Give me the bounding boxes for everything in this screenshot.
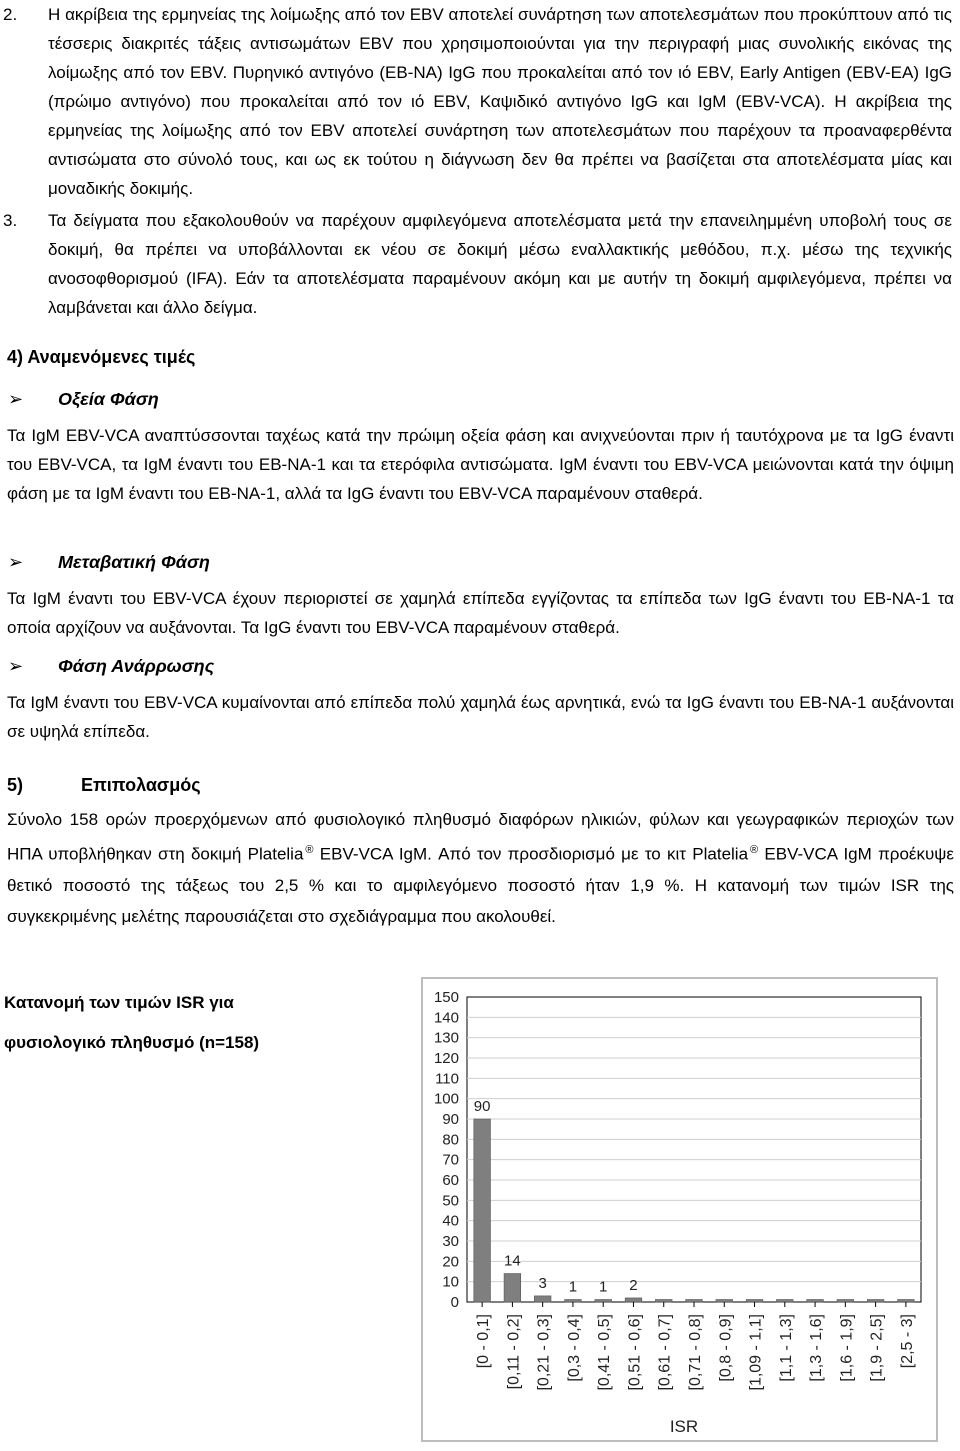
y-tick-label: 120 [433,1050,459,1067]
chart-caption-line2: φυσιολογικό πληθυσμό (n=158) [4,1033,260,1052]
bullet-acute [8,385,159,414]
arrow-bullet-icon: ➢ [8,389,24,409]
x-tick-label: [0,8 - 0,9] [717,1314,735,1382]
paragraph-part: Σύνολο 158 ορών προερχόμενων από φυσιολογικό πληθυσμό διαφόρων ηλικιών, φύλων και γεωγραφικών περιοχών των ΗΠΑ υποβλήθηκαν στη δοκιμή Platelia [7,810,954,864]
bar [776,1300,793,1303]
y-tick-label: 130 [433,1029,459,1047]
registered-mark: ® [305,844,314,856]
bar-value-label: 3 [538,1274,547,1292]
y-tick-label: 20 [442,1253,459,1271]
bar [474,1119,491,1302]
list-number: 2. [3,5,18,24]
bullet-transitional [8,548,210,577]
paragraph-part: EBV-VCA IgM προέκυψε θετικό ποσοστό της τάξεως του 2,5 % και το αμφιλεγόμενο ποσοστό ήταν 1,9 %. Η κατανομή των τιμών ISR της συγκεκριμένης μελέτης παρουσιάζεται στο σχεδιάγραμμα που ακολουθεί. [7,844,954,926]
bar [565,1300,582,1303]
registered-mark: ® [750,844,759,856]
x-tick-label: [0,11 - 0,2] [505,1314,523,1390]
list-text: Η ακρίβεια της ερμηνείας της λοίμωξης από τον EBV αποτελεί συνάρτηση των αποτελεσμάτων που προκύπτουν από τις τέσσερις διακριτές τάξεις αντισωμάτων EBV που χρησιμοποιούνται για την περιγραφή μιας συνολικής εικόνας της λοίμωξης από τον EBV. Πυρηνικό αντιγόνο (EB-NA) IgG που προκαλείται από τον ιό EBV, Early Antigen (EBV-EA) IgG (πρώιμο αντιγόνο) που προκαλείται από τον ιό EBV, Καψιδικό αντιγόνο IgG και IgM (EBV-VCA). Η ακρίβεια της ερμηνείας της λοίμωξης από τον EBV αποτελεί συνάρτηση των αποτελεσμάτων που παρέχουν τα προαναφερθέντα αντισώματα στο σύνολό τους, και ως εκ τούτου η διάγνωση δεν θα πρέπει να βασίζεται στα αποτελέσματα μίας και μοναδικής δοκιμής. [48,5,952,198]
bar [504,1274,521,1302]
list-text: Τα δείγματα που εξακολουθούν να παρέχουν αμφιλεγόμενα αποτελέσματα μετά την επανειλημμένη υποβολή τους σε δοκιμή, θα πρέπει να υποβάλλονται εκ νέου σε δοκιμή μέσω εναλλακτικής μεθόδου, π.χ. μέσω της τεχνικής ανοσοφθορισμού (IFA). Εάν τα αποτελέσματα παραμένουν ακόμη και με αυτήν τη δοκιμή αμφιλεγόμενα, πρέπει να λαμβάνεται και άλλο δείγμα. [48,211,952,317]
x-tick-label: [0,61 - 0,7] [656,1314,674,1391]
plot-area [467,997,921,1302]
x-tick-label: [1,3 - 1,6] [808,1314,826,1382]
x-tick-label: [1,09 - 1,1] [747,1314,765,1391]
chart-frame [421,977,938,1442]
y-tick-label: 110 [435,1070,459,1088]
bar [655,1300,672,1303]
x-tick-label: [1,6 - 1,9] [838,1314,856,1382]
section-heading-5 [7,771,201,800]
bar [595,1300,612,1303]
bar-value-label: 2 [629,1276,638,1294]
section-number: 5) [7,775,24,795]
bar [867,1300,884,1303]
y-tick-label: 150 [433,989,459,1006]
arrow-bullet-icon: ➢ [8,552,24,572]
bar-value-label: 14 [504,1252,521,1270]
paragraph-acute: Τα IgM EBV-VCA αναπτύσσονται ταχέως κατά την πρώιμη οξεία φάση και ανιχνεύονται πριν ή ταυτόχρονα με τα IgG έναντι του EBV-VCA, τα IgM έναντι του EB-NA-1 και τα ετερόφιλα αντισώματα. IgM έναντι του EBV-VCA μειώνονται κατά την όψιμη φάση με τα IgM έναντι του EB-NA-1, αλλά τα IgG έναντι του EBV-VCA παραμένουν σταθερά. [7,426,954,503]
y-tick-label: 80 [442,1131,459,1149]
paragraph-recovery: Τα IgM έναντι του EBV-VCA κυμαίνονται από επίπεδα πολύ χαμηλά έως αρνητικά, ενώ τα IgG έναντι του EB-NA-1 αυξάνονται σε υψηλά επίπεδα. [7,693,954,741]
isr-bar-chart [421,977,938,1442]
y-tick-label: 140 [433,1009,459,1027]
bar [716,1300,733,1303]
bar-value-label: 1 [568,1278,578,1296]
bar [625,1298,642,1302]
x-tick-label: [0,51 - 0,6] [626,1314,644,1391]
bar [746,1300,763,1303]
y-tick-label: 10 [442,1273,459,1291]
x-tick-label: [0,21 - 0,3] [535,1314,553,1391]
arrow-bullet-icon: ➢ [8,656,24,676]
bar-value-label: 90 [473,1098,491,1115]
y-tick-label: 30 [442,1233,459,1250]
bullet-recovery [8,652,214,681]
chart-caption-line1: Κατανομή των τιμών ISR για [4,993,234,1012]
paragraph-part: EBV-VCA IgM. Από τον προσδιορισμό με το κιτ Platelia [313,844,749,864]
x-tick-label: [0,71 - 0,8] [687,1314,704,1391]
x-tick-label: [0,41 - 0,5] [596,1314,614,1391]
y-tick-label: 50 [442,1192,459,1210]
y-tick-label: 70 [442,1151,459,1169]
subheading-recovery: Φάση Ανάρρωσης [58,656,215,676]
section-title: Επιπολασμός [81,775,201,795]
list-number: 3. [3,211,18,230]
bar [686,1300,703,1303]
bar [837,1300,854,1303]
y-tick-label: 100 [433,1090,459,1108]
x-axis-label: ISR [669,1417,699,1436]
paragraph-prevalence [7,804,954,932]
subheading-transitional: Μεταβατική Φάση [58,552,210,572]
subheading-acute: Οξεία Φάση [58,389,159,409]
bar [898,1300,915,1303]
x-tick-label: [1,9 - 2,5] [868,1314,886,1382]
x-tick-label: [1,1 - 1,3] [777,1314,795,1382]
list-item-3 [0,206,958,322]
y-tick-label: 40 [442,1212,459,1230]
y-tick-label: 0 [450,1294,459,1311]
section-heading-4: 4) Αναμενόμενες τιμές [7,347,196,367]
y-tick-label: 60 [442,1172,459,1189]
bar-value-label: 1 [599,1278,608,1296]
bar [534,1296,551,1302]
x-tick-label: [0 - 0,1] [475,1314,493,1369]
y-tick-label: 90 [442,1111,459,1128]
list-item-2 [0,0,958,203]
x-tick-label: [0,3 - 0,4] [565,1314,583,1382]
paragraph-transitional: Τα IgM έναντι του EBV-VCA έχουν περιοριστεί σε χαμηλά επίπεδα εγγίζοντας τα επίπεδα των IgG έναντι του EB-NA-1 τα οποία αρχίζουν να αυξάνονται. Τα IgG έναντι του EBV-VCA παραμένουν σταθερά. [7,589,954,637]
bar [807,1300,824,1303]
x-tick-label: [2,5 - 3] [898,1314,916,1369]
